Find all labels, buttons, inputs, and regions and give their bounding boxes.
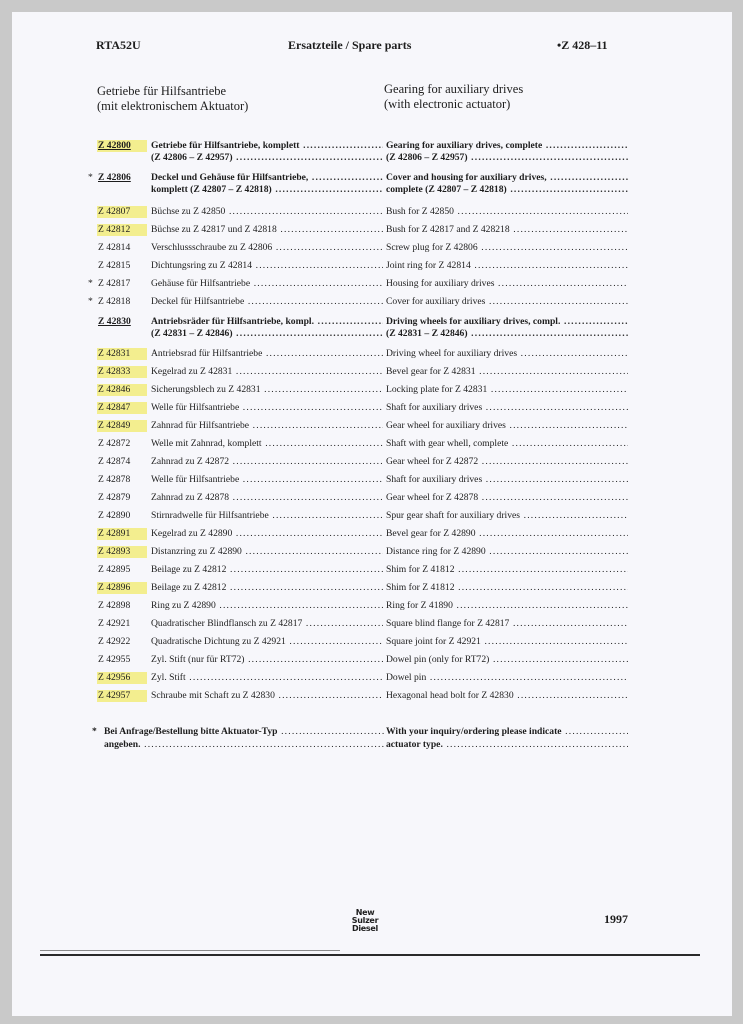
part-number: Z 42800	[97, 140, 147, 152]
asterisk-marker: *	[88, 278, 93, 289]
part-number: Z 42895	[98, 564, 131, 575]
part-number: Z 42896	[97, 582, 147, 594]
part-description-de: Zyl. Stift .....	[151, 672, 383, 684]
part-description-de: Welle für Hilfsantriebe .....	[151, 474, 383, 486]
part-number: Z 42955	[98, 654, 131, 665]
part-description-de: Zahnrad zu Z 42872 .....	[151, 456, 383, 468]
part-description-de: Beilage zu Z 42812 .....	[151, 582, 383, 594]
section-title-de: Getriebe für Hilfsantriebe	[97, 84, 227, 98]
part-description-de-line2: (Z 42831 – Z 42846) .....	[151, 328, 383, 340]
part-number: Z 42922	[98, 636, 131, 647]
part-number: Z 42831	[97, 348, 147, 360]
part-description-en: Ring for Z 41890 .....	[386, 600, 628, 612]
part-description-de: Schraube mit Schaft zu Z 42830 .....	[151, 690, 383, 702]
part-description-de: Kegelrad zu Z 42890 .....	[151, 528, 383, 540]
document-page	[12, 12, 732, 1016]
document-title: Ersatzteile / Spare parts	[288, 38, 412, 52]
part-description-en: Housing for auxiliary drives .....	[386, 278, 628, 290]
part-description-de: Distanzring zu Z 42890 .....	[151, 546, 383, 558]
part-description-en-line2: complete (Z 42807 – Z 42818) .....	[386, 184, 628, 196]
part-description-de: Deckel und Gehäuse für Hilfsantriebe, .....	[151, 172, 383, 184]
part-number: Z 42879	[98, 492, 131, 503]
part-description-en: Bush for Z 42850 .....	[386, 206, 628, 218]
part-number: Z 42891	[97, 528, 147, 540]
part-description-en: Shaft for auxiliary drives .....	[386, 402, 628, 414]
part-description-en: Cover and housing for auxiliary drives, .....	[386, 172, 628, 184]
part-description-en: Cover for auxiliary drives .....	[386, 296, 628, 308]
part-description-de: Welle für Hilfsantriebe .....	[151, 402, 383, 414]
page-reference: •Z 428–11	[557, 38, 608, 52]
part-number: Z 42807	[97, 206, 147, 218]
part-number: Z 42872	[98, 438, 131, 449]
part-description-de: Zahnrad zu Z 42878 .....	[151, 492, 383, 504]
part-description-de: Sicherungsblech zu Z 42831 .....	[151, 384, 383, 396]
part-number: Z 42833	[97, 366, 147, 378]
part-description-en: Shaft with gear whell, complete .....	[386, 438, 628, 450]
part-number: Z 42817	[98, 278, 131, 289]
footer-rule	[40, 954, 700, 956]
part-description-en: Square blind flange for Z 42817 .....	[386, 618, 628, 630]
part-description-de: Gehäuse für Hilfsantriebe .....	[151, 278, 383, 290]
part-description-de-line2: komplett (Z 42807 – Z 42818) .....	[151, 184, 383, 196]
part-description-en: Shim for Z 41812 .....	[386, 564, 628, 576]
part-description-de: Antriebsräder für Hilfsantriebe, kompl. .....	[151, 316, 383, 328]
company-logo	[342, 909, 388, 933]
footnote-de: Bei Anfrage/Bestellung bitte Aktuator-Typ .....	[104, 726, 384, 737]
part-number: Z 42846	[97, 384, 147, 396]
part-description-en: Driving wheels for auxiliary drives, compl. .....	[386, 316, 628, 328]
part-description-de: Welle mit Zahnrad, komplett .....	[151, 438, 383, 450]
part-description-en: Bevel gear for Z 42831 .....	[386, 366, 628, 378]
part-description-en: Dowel pin (only for RT72) .....	[386, 654, 628, 666]
footnote-en: With your inquiry/ordering please indicate .....	[386, 726, 628, 737]
part-description-en: Spur gear shaft for auxiliary drives .....	[386, 510, 628, 522]
part-number: Z 42956	[97, 672, 147, 684]
logo-line-new: New	[355, 908, 375, 917]
part-description-de: Büchse zu Z 42850 .....	[151, 206, 383, 218]
part-description-de: Verschlussschraube zu Z 42806 .....	[151, 242, 383, 254]
section-subtitle-de: (mit elektronischem Aktuator)	[97, 99, 249, 113]
part-description-en: Gearing for auxiliary drives, complete .....	[386, 140, 628, 152]
footer-rule-thin	[40, 950, 340, 951]
part-description-en: Bush for Z 42817 and Z 428218 .....	[386, 224, 628, 236]
part-description-en: Driving wheel for auxiliary drives .....	[386, 348, 628, 360]
part-description-de: Beilage zu Z 42812 .....	[151, 564, 383, 576]
part-description-en: Joint ring for Z 42814 .....	[386, 260, 628, 272]
part-description-de: Kegelrad zu Z 42831 .....	[151, 366, 383, 378]
part-number: Z 42890	[98, 510, 131, 521]
model-code: RTA52U	[96, 38, 141, 52]
publication-year: 1997	[604, 912, 628, 926]
part-description-en: Screw plug for Z 42806 .....	[386, 242, 628, 254]
part-description-en-line2: (Z 42806 – Z 42957) .....	[386, 152, 628, 164]
asterisk-marker: *	[88, 172, 93, 183]
part-description-de-line2: (Z 42806 – Z 42957) .....	[151, 152, 383, 164]
part-description-de: Antriebsrad für Hilfsantriebe .....	[151, 348, 383, 360]
part-number: Z 42814	[98, 242, 131, 253]
part-description-en: Shaft for auxiliary drives .....	[386, 474, 628, 486]
part-description-en: Hexagonal head bolt for Z 42830 .....	[386, 690, 628, 702]
part-number: Z 42957	[97, 690, 147, 702]
part-description-en: Gear wheel for Z 42872 .....	[386, 456, 628, 468]
part-description-de: Quadratische Dichtung zu Z 42921 .....	[151, 636, 383, 648]
part-description-en: Locking plate for Z 42831 .....	[386, 384, 628, 396]
part-number: Z 42847	[97, 402, 147, 414]
part-description-de: Zahnrad für Hilfsantriebe .....	[151, 420, 383, 432]
part-description-en-line2: (Z 42831 – Z 42846) .....	[386, 328, 628, 340]
part-number: Z 42818	[98, 296, 131, 307]
part-number: Z 42806	[98, 172, 131, 183]
part-description-en: Shim for Z 41812 .....	[386, 582, 628, 594]
part-description-de: Ring zu Z 42890 .....	[151, 600, 383, 612]
footnote-en-line2: actuator type. .....	[386, 739, 628, 750]
part-number: Z 42812	[97, 224, 147, 236]
logo-line-sulzer: Sulzer	[351, 916, 379, 925]
part-number: Z 42921	[98, 618, 131, 629]
part-number: Z 42898	[98, 600, 131, 611]
part-description-de: Dichtungsring zu Z 42814 .....	[151, 260, 383, 272]
section-subtitle-en: (with electronic actuator)	[384, 97, 511, 111]
part-number: Z 42830	[98, 316, 131, 327]
footnote-de-line2: angeben. .....	[104, 739, 384, 750]
part-description-en: Square joint for Z 42921 .....	[386, 636, 628, 648]
part-description-de: Stirnradwelle für Hilfsantriebe .....	[151, 510, 383, 522]
part-description-en: Gear wheel for Z 42878 .....	[386, 492, 628, 504]
part-description-en: Gear wheel for auxiliary drives .....	[386, 420, 628, 432]
asterisk-marker: *	[88, 296, 93, 307]
part-number: Z 42874	[98, 456, 131, 467]
part-description-de: Getriebe für Hilfsantriebe, komplett .....	[151, 140, 383, 152]
part-description-de: Zyl. Stift (nur für RT72) .....	[151, 654, 383, 666]
section-title-en: Gearing for auxiliary drives	[384, 82, 524, 96]
part-number: Z 42893	[97, 546, 147, 558]
part-description-de: Büchse zu Z 42817 und Z 42818 .....	[151, 224, 383, 236]
part-description-de: Quadratischer Blindflansch zu Z 42817 .....	[151, 618, 383, 630]
part-description-en: Dowel pin .....	[386, 672, 628, 684]
part-description-en: Distance ring for Z 42890 .....	[386, 546, 628, 558]
part-number: Z 42815	[98, 260, 131, 271]
part-description-en: Bevel gear for Z 42890 .....	[386, 528, 628, 540]
logo-line-diesel: Diesel	[352, 924, 378, 933]
footnote-asterisk: *	[92, 726, 97, 737]
part-description-de: Deckel für Hilfsantriebe .....	[151, 296, 383, 308]
part-number: Z 42849	[97, 420, 147, 432]
part-number: Z 42878	[98, 474, 131, 485]
